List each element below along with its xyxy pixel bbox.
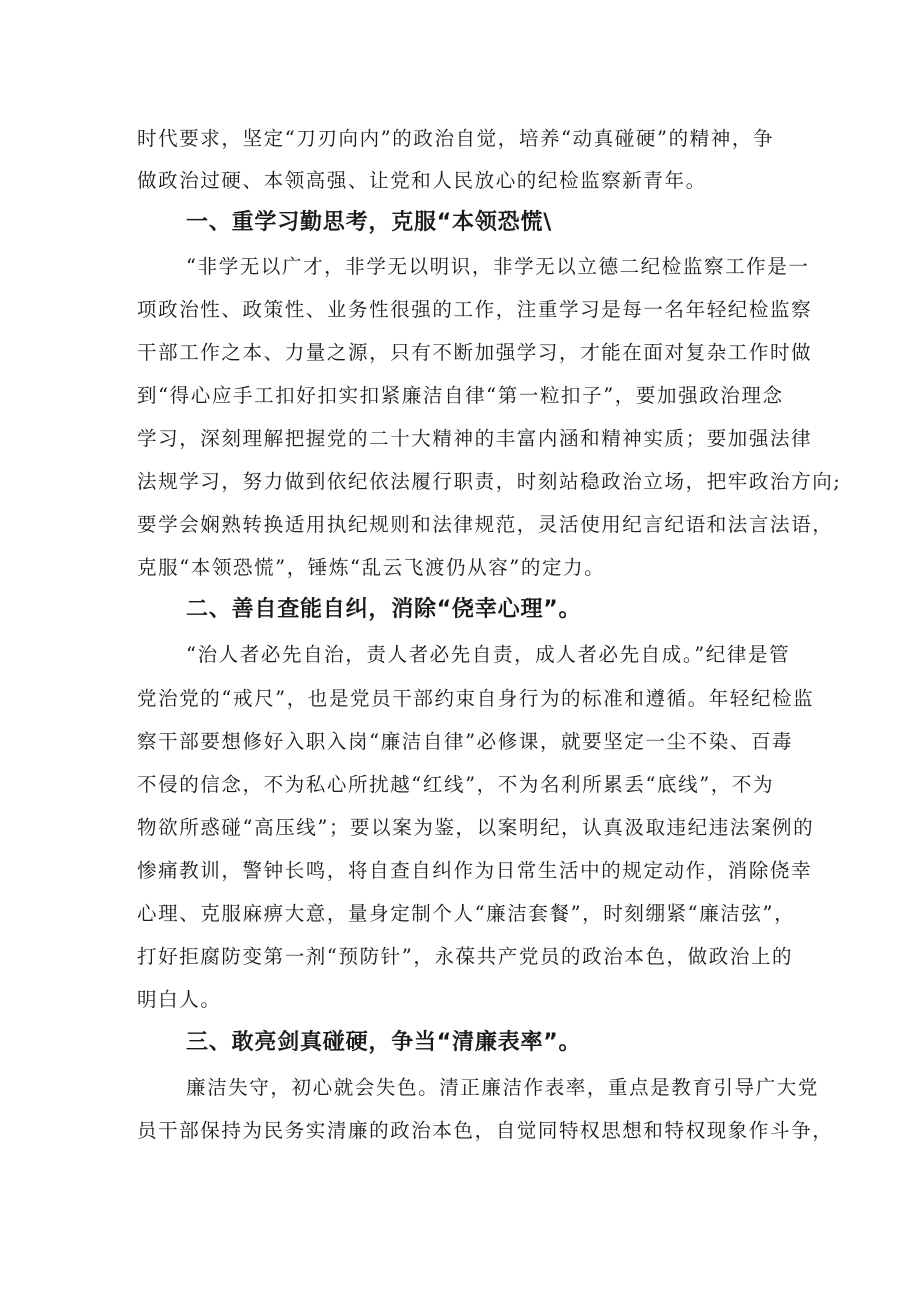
section-2-line-2: 党治党的“戒尺”，也是党员干部约束自身行为的标准和遵循。年轻纪检监 [137,687,815,710]
section-1-line-3: 干部工作之本、力量之源，只有不断加强学习，才能在面对复杂工作时做 [137,341,813,364]
section-3-line-2: 员干部保持为民务实清廉的政治本色，自觉同特权思想和特权现象作斗争， [137,1119,834,1142]
section-3-heading: 三、敢亮剑真碰硬，争当“清廉表率”。 [186,1030,582,1055]
section-1-line-8: 克服“本领恐慌”，锤炼“乱云飞渡仍从容”的定力。 [137,556,606,579]
section-1-heading: 一、重学习勤思考，克服“本领恐慌\ [186,210,553,235]
section-3-line-1: 廉洁失守，初心就会失色。清正廉洁作表率，重点是教育引导广大党 [186,1076,820,1099]
section-1-line-2: 项政治性、政策性、业务性很强的工作，注重学习是每一名年轻纪检监察 [137,298,813,321]
section-1-line-1: “非学无以广才，非学无以明识，非学无以立德二纪检监察工作是一 [186,255,810,278]
intro-line-2: 做政治过硬、本领高强、让党和人民放心的纪检监察新青年。 [137,169,707,192]
section-1-line-6: 法规学习，努力做到依纪依法履行职责，时刻站稳政治立场，把牢政治方向; [137,470,842,493]
section-2-line-7: 心理、克服麻痹大意，量身定制个人“廉洁套餐”，时刻绷紧“廉洁弦”， [137,902,796,925]
intro-line-1: 时代要求，坚定“刀刃向内”的政治自觉，培养“动真碰硬”的精神，争 [137,127,775,150]
section-2-line-6: 惨痛教训，警钟长鸣，将自查自纠作为日常生活中的规定动作，消除侥幸 [137,859,813,882]
section-2-heading: 二、善自查能自纠，消除“侥幸心理”。 [186,597,582,622]
section-2-line-4: 不侵的信念，不为私心所扰越“红线”，不为名利所累丢“底线”，不为 [137,773,775,796]
section-2-line-9: 明白人。 [137,988,222,1011]
section-2-line-5: 物欲所惑碰“高压线”；要以案为鉴，以案明纪，认真汲取违纪违法案例的 [137,816,815,839]
section-2-line-3: 察干部要想修好入职入岗“廉洁自律”必修课，就要坚定一尘不染、百毒 [137,730,794,753]
section-2-line-8: 打好拒腐防变第一剂“预防针”，永葆共产党员的政治本色，做政治上的 [137,945,794,968]
section-1-line-7: 要学会娴熟转换适用执纪规则和法律规范，灵活使用纪言纪语和法言法语， [137,513,834,536]
section-1-line-4: 到“得心应手工扣好扣实扣紧廉洁自律“第一粒扣子”，要加强政治理念 [137,384,784,407]
section-1-line-5: 学习，深刻理解把握党的二十大精神的丰富内涵和精神实质；要加强法律 [137,427,813,450]
section-2-line-1: “治人者必先自治，责人者必先自责，成人者必先自成。”纪律是管 [186,643,791,666]
